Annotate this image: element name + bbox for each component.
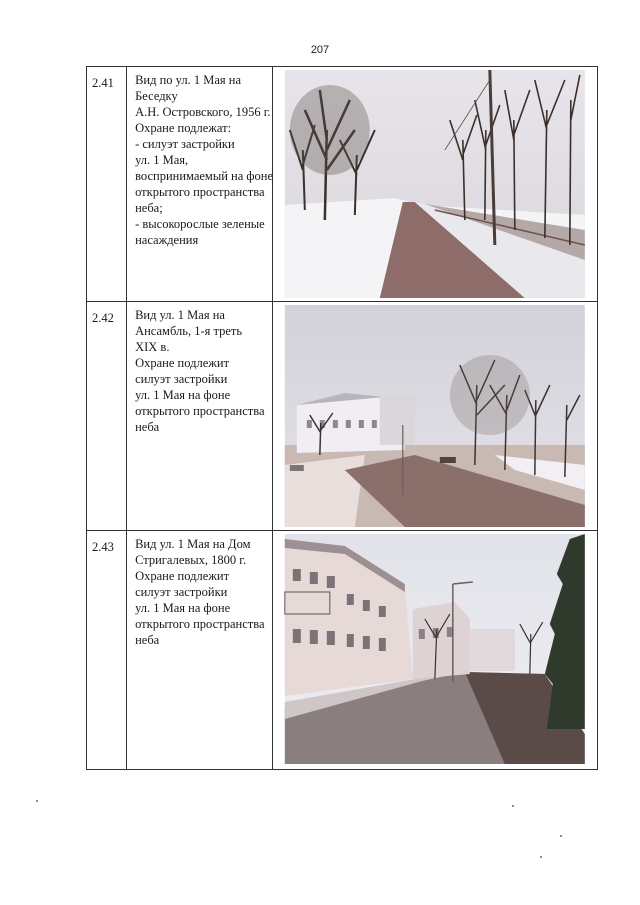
description-line: Вид по ул. 1 Мая на (135, 73, 241, 87)
description-line: ул. 1 Мая на фоне (135, 601, 231, 615)
description-line: неба (135, 420, 160, 434)
description-line: воспринимаемый на фоне (135, 169, 274, 183)
photo-cell (273, 531, 598, 770)
description-line: силуэт застройки (135, 372, 228, 386)
description-line: неба (135, 633, 160, 647)
scan-speck (512, 805, 514, 807)
description-line: Ансамбль, 1-я треть (135, 324, 243, 338)
description-line: XIX в. (135, 340, 170, 354)
row-number-cell (87, 302, 127, 531)
scan-speck (560, 835, 562, 837)
street-house-strigalev-photo (276, 534, 594, 764)
description-line: А.Н. Островского, 1956 г. (135, 105, 271, 119)
description-line: - силуэт застройки (135, 137, 235, 151)
description-cell (127, 531, 273, 770)
row-number: 2.43 (92, 540, 114, 554)
description-line: Беседку (135, 89, 178, 103)
description-line: открытого пространства (135, 404, 265, 418)
description-line: Стригалевых, 1800 г. (135, 553, 247, 567)
scan-speck (36, 800, 38, 802)
description-line: силуэт застройки (135, 585, 228, 599)
scan-speck (540, 856, 542, 858)
row-number: 2.42 (92, 311, 114, 325)
row-number-cell (87, 67, 127, 302)
description-cell (127, 302, 273, 531)
description-line: ул. 1 Мая на фоне (135, 388, 231, 402)
table-row (87, 67, 598, 302)
description-line: Охране подлежат: (135, 121, 232, 135)
description (127, 302, 272, 435)
description-line: открытого пространства (135, 185, 265, 199)
description-line: открытого пространства (135, 617, 265, 631)
description-line: ул. 1 Мая, (135, 153, 189, 167)
description-line: насаждения (135, 233, 199, 247)
table-row (87, 302, 598, 531)
description-line: Охране подлежит (135, 356, 230, 370)
description-line: Охране подлежит (135, 569, 230, 583)
photo-cell (273, 67, 598, 302)
row-number: 2.41 (92, 76, 114, 90)
description-cell (127, 67, 273, 302)
description-line: неба; (135, 201, 163, 215)
table-row (87, 531, 598, 770)
monuments-table (86, 66, 598, 770)
description-line: - высокорослые зеленые (135, 217, 265, 231)
row-number-cell (87, 531, 127, 770)
winter-intersection-ensemble-photo (276, 305, 594, 527)
description-line: Вид ул. 1 Мая на Дом (135, 537, 251, 551)
description-line: Вид ул. 1 Мая на (135, 308, 225, 322)
winter-street-trees-photo (276, 70, 594, 298)
description (127, 67, 272, 248)
page-number: 207 (310, 44, 330, 56)
photo-cell (273, 302, 598, 531)
description (127, 531, 272, 648)
